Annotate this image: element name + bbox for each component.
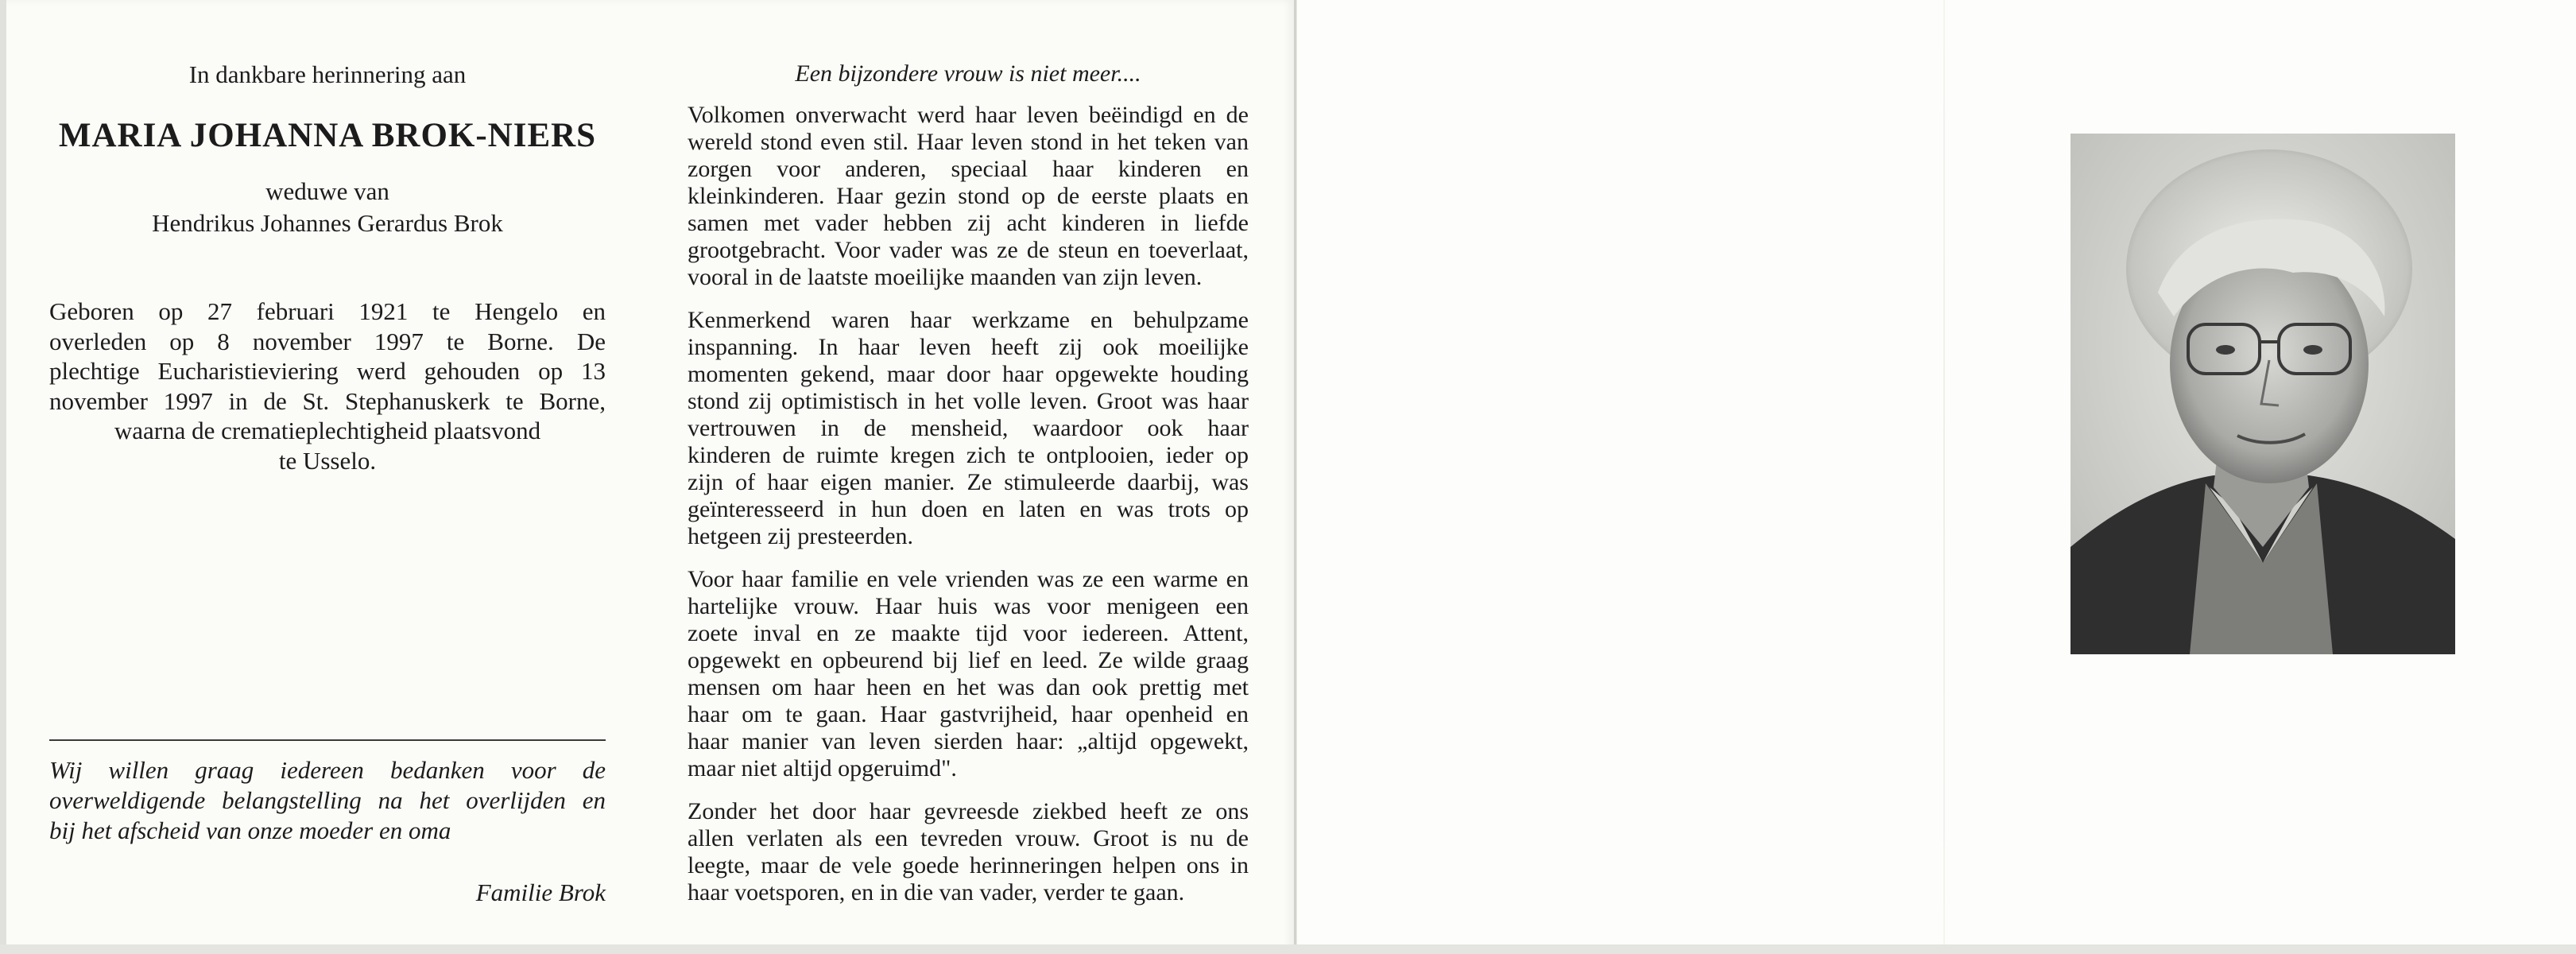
paragraph-line: allen verlaten als een tevreden vrouw. Groot is nu de bbox=[688, 825, 1249, 851]
memorial-paragraph bbox=[688, 102, 1249, 291]
paragraph-line: haar manier van leven sierden haar: „altijd opgewekt, bbox=[688, 728, 1249, 754]
paragraph-line: haar om te gaan. Haar gastvrijheid, haar openheid en bbox=[688, 701, 1249, 727]
memorial-paragraph bbox=[688, 566, 1249, 782]
portrait-image bbox=[2070, 134, 2455, 654]
thanks-text bbox=[49, 755, 606, 846]
deceased-name: MARIA JOHANNA BROK-NIERS bbox=[58, 117, 597, 154]
paragraph-line: kleinkinderen. Haar gezin stond op de eerste plaats en bbox=[688, 183, 1249, 209]
paragraph-line: grootgebracht. Voor vader was ze de steun en toeverlaat, bbox=[688, 237, 1249, 263]
paragraph-line: hartelijke vrouw. Haar huis was voor menigeen een bbox=[688, 593, 1249, 619]
intro-text: In dankbare herinnering aan bbox=[188, 60, 467, 88]
paragraph-line: Zonder het door haar gevreesde ziekbed heeft ze ons bbox=[688, 798, 1249, 824]
fold-line bbox=[1943, 0, 1945, 954]
portrait-photo bbox=[2070, 134, 2455, 654]
family-signature: Familie Brok bbox=[475, 878, 606, 906]
memorial-paragraph bbox=[688, 798, 1249, 906]
thanks-line: bij het afscheid van onze moeder en oma bbox=[49, 816, 451, 844]
paragraph-line: Kenmerkend waren haar werkzame en behulpzame bbox=[688, 307, 1249, 333]
paragraph-line: hetgeen zij presteerden. bbox=[688, 523, 914, 549]
memorial-paragraphs bbox=[688, 102, 1249, 906]
paragraph-line: samen met vader hebben zij acht kinderen in liefde bbox=[688, 210, 1249, 236]
birth-line: plechtige Eucharistieviering werd gehouden op 13 bbox=[49, 357, 606, 385]
paragraph-line: opgewekt en opbeurend bij lief en leed. Ze wilde graag bbox=[688, 647, 1249, 673]
memorial-heading: Een bijzondere vrouw is niet meer.... bbox=[795, 60, 1141, 87]
paragraph-line: mensen om haar heen en het was dan ook prettig met bbox=[688, 674, 1249, 700]
birth-line: Geboren op 27 februari 1921 te Hengelo en bbox=[49, 297, 606, 325]
memorial-text-column bbox=[688, 56, 1249, 922]
paragraph-line: wereld stond even stil. Haar leven stond in het teken van bbox=[688, 129, 1249, 155]
paragraph-line: leegte, maar de vele goede herinneringen helpen ons in bbox=[688, 852, 1249, 878]
widow-of-text: weduwe van bbox=[265, 177, 389, 205]
scan-edge-bottom bbox=[0, 944, 2576, 954]
paragraph-line: zorgen voor anderen, speciaal haar kinderen en bbox=[688, 156, 1249, 182]
thanks-line: Wij willen graag iedereen bedanken voor de bbox=[49, 756, 606, 784]
paragraph-line: Voor haar familie en vele vrienden was ze een warme en bbox=[688, 566, 1249, 592]
paragraph-line: geïnteresseerd in hun doen en laten en was trots op bbox=[688, 496, 1249, 522]
birth-line: waarna de crematieplechtigheid plaatsvond bbox=[114, 417, 541, 444]
paragraph-line: momenten gekend, maar door haar opgewekte houding bbox=[688, 361, 1249, 387]
paragraph-line: maar niet altijd opgeruimd". bbox=[688, 755, 957, 781]
memorial-left-column bbox=[49, 56, 606, 475]
paragraph-line: kinderen de ruimte kregen zich te ontplooien, ieder op bbox=[688, 442, 1249, 468]
husband-name: Hendrikus Johannes Gerardus Brok bbox=[152, 209, 503, 237]
paragraph-line: zoete inval en ze maakte tijd voor iedereen. Attent, bbox=[688, 620, 1249, 646]
divider-rule bbox=[49, 739, 606, 741]
scan-edge-left bbox=[0, 0, 6, 954]
memorial-paragraph bbox=[688, 307, 1249, 550]
thanks-line: overweldigende belangstelling na het overlijden en bbox=[49, 786, 606, 814]
paragraph-line: vooral in de laatste moeilijke maanden van zijn leven. bbox=[688, 264, 1203, 290]
paragraph-line: zijn of haar eigen manier. Ze stimuleerde daarbij, was bbox=[688, 469, 1249, 495]
paragraph-line: vertrouwen in de mensheid, waardoor ook haar bbox=[688, 415, 1249, 441]
birth-line: te Usselo. bbox=[278, 446, 377, 475]
paragraph-line: inspanning. In haar leven heeft zij ook moeilijke bbox=[688, 334, 1249, 360]
paragraph-line: Volkomen onverwacht werd haar leven beëindigd en de bbox=[688, 102, 1249, 128]
birth-line: overleden op 8 november 1997 te Borne. De bbox=[49, 327, 606, 355]
birth-death-text bbox=[49, 297, 606, 475]
birth-line: november 1997 in de St. Stephanuskerk te Borne, bbox=[49, 386, 606, 415]
paragraph-line: stond zij optimistisch in het volle leven. Groot was haar bbox=[688, 388, 1249, 414]
paragraph-line: haar voetsporen, en in die van vader, verder te gaan. bbox=[688, 879, 1185, 906]
